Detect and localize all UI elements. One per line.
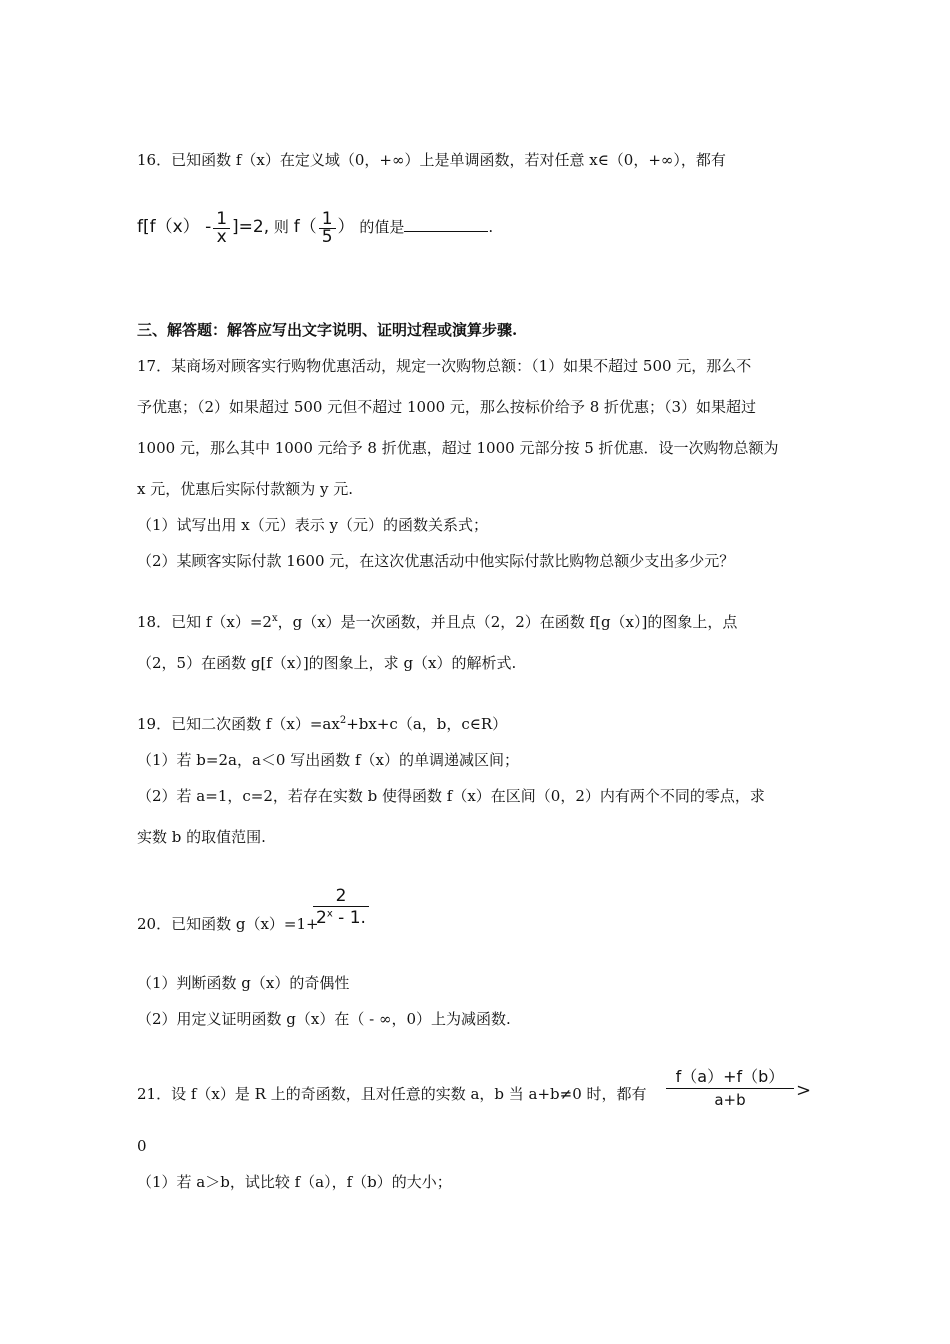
q20-sub1: （1）判断函数 g（x）的奇偶性 (137, 974, 350, 992)
q17-line2: 予优惠；（2）如果超过 500 元但不超过 1000 元，那么按标价给予 8 折优惠；（3）如果超过 (137, 398, 757, 416)
q17-line1: 17．某商场对顾客实行购物优惠活动，规定一次购物总额：（1）如果不超过 500 元，那么不 (137, 357, 752, 375)
q19-sub2: （2）若 a=1，c=2，若存在实数 b 使得函数 f（x）在区间（0，2）内有两个不同的零点，求 (137, 787, 765, 805)
q16-fraction-2: $\frac{1}{5}$ (319, 211, 336, 246)
q21-fraction: f（a）+f（b） a+b (666, 1066, 794, 1111)
q16-line1: 16．已知函数 f（x）在定义域（0，+∞）上是单调函数，若对任意 x∈（0，+∞），都有 (137, 151, 726, 169)
q16-expr-c: f（ (293, 217, 317, 237)
q17-sub1: （1）试写出用 x（元）表示 y（元）的函数关系式； (137, 516, 489, 534)
q16-line2 (137, 210, 493, 246)
q16-then: 则 (273, 218, 289, 236)
q16-expr-b: ]=2, (232, 217, 270, 237)
q19-line1: 19．已知二次函数 $f(x)=ax^2+bx+c(a$，b，c∈R） (137, 715, 508, 733)
q21-line2: 0 (137, 1137, 147, 1155)
section-heading: 三、解答题：解答应写出文字说明、证明过程或演算步骤. (137, 321, 518, 339)
q20-line1: 20．已知函数 g（x）=1+ (137, 915, 319, 933)
q16-fraction-1: $\frac{1}{x}$ (213, 211, 230, 246)
q20-fraction: 2 2$^x$ - 1. (313, 886, 369, 929)
q21-gt: > (796, 1080, 812, 1101)
q16-tail: 的值是 (359, 218, 405, 236)
q18-line1: 18．已知 $f(x)=2^x$，g（x）是一次函数，并且点（2，2）在函数 f[g（x）]的图象上，点 (137, 613, 738, 631)
answer-blank (404, 217, 488, 232)
q16-expr-a: f[f（x） - (137, 217, 212, 237)
q19-sub1: （1）若 b=2a，a＜0 写出函数 f（x）的单调递减区间； (137, 751, 520, 769)
q20-sub2: （2）用定义证明函数 g（x）在（ - ∞，0）上为减函数. (137, 1010, 511, 1028)
q19-sub2-cont: 实数 b 的取值范围. (137, 828, 266, 846)
q18-line2: （2，5）在函数 g[f（x）]的图象上，求 g（x）的解析式. (137, 654, 517, 672)
q21-line1: 21．设 f（x）是 R 上的奇函数，且对任意的实数 a，b 当 a+b≠0 时，都有 (137, 1085, 647, 1103)
q16-expr-d: ） (337, 217, 355, 237)
q17-sub2: （2）某顾客实际付款 1600 元，在这次优惠活动中他实际付款比购物总额少支出多少元？ (137, 552, 735, 570)
q17-line3: 1000 元，那么其中 1000 元给予 8 折优惠，超过 1000 元部分按 5 折优惠．设一次购物总额为 (137, 439, 779, 457)
q21-sub1: （1）若 a＞b，试比较 f（a），f（b）的大小； (137, 1173, 452, 1191)
q17-line4: x 元，优惠后实际付款额为 y 元. (137, 480, 354, 498)
q16-end: . (488, 218, 494, 236)
